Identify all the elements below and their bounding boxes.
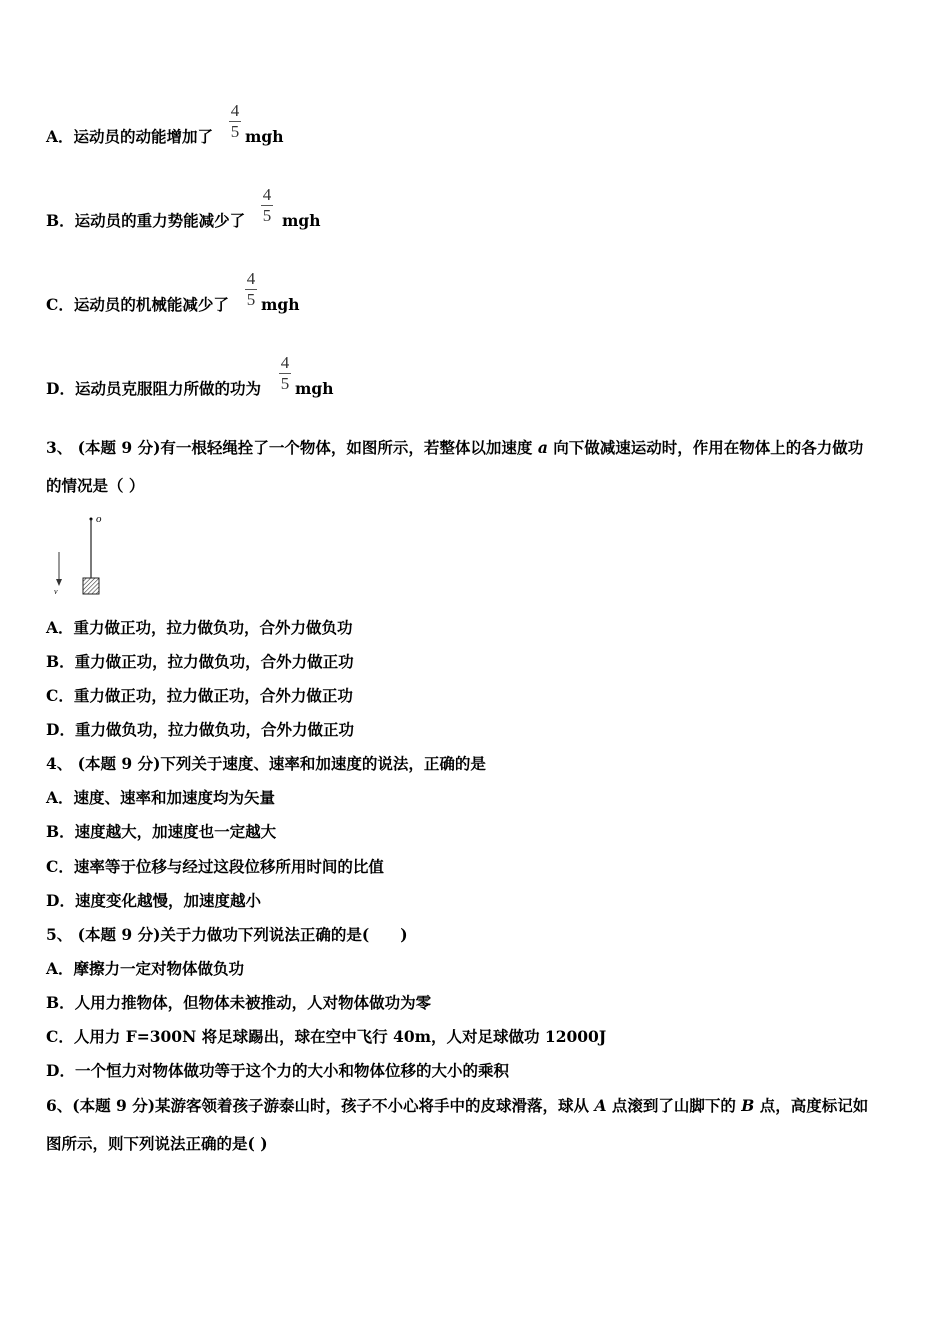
denominator: 5 — [246, 290, 256, 309]
question-stem-line2: 图所示，则下列说法正确的是( ) — [46, 1134, 268, 1153]
option-letter: D． — [46, 379, 75, 398]
numerator: 4 — [246, 269, 256, 288]
fraction — [260, 185, 274, 226]
question-stem: 5、 (本题 9 分)关于力做功下列说法正确的是( ) — [46, 925, 408, 944]
point-b-label: B — [741, 1096, 755, 1115]
question-stem: 4、 (本题 9 分)下列关于速度、速率和加速度的说法，正确的是 — [46, 754, 486, 773]
option-b: B．人用力推物体，但物体未被推动，人对物体做功为零 — [46, 993, 432, 1012]
point-a-label: A — [594, 1096, 607, 1115]
question-stem: 3、 (本题 9 分)有一根轻绳拴了一个物体，如图所示，若整体以加速度 a 向下做减速运动时，作用在物体上的各力做功 — [46, 438, 864, 457]
option-c: C．速率等于位移与经过这段位移所用时间的比值 — [46, 857, 384, 876]
question-stem-line2: 的情况是（ ） — [46, 476, 145, 495]
unit: mgh — [261, 295, 300, 314]
option-a: A．重力做正功，拉力做负功，合外力做负功 — [46, 618, 353, 637]
pivot-label: o — [96, 513, 102, 525]
unit: mgh — [282, 211, 321, 230]
option-text: 运动员的机械能减少了 — [73, 295, 229, 314]
option-letter: C． — [46, 295, 74, 314]
numerator: 4 — [280, 353, 290, 372]
option-d: D．一个恒力对物体做功等于这个力的大小和物体位移的大小的乘积 — [46, 1061, 509, 1080]
rope-block-figure — [50, 508, 120, 600]
denominator: 5 — [280, 374, 290, 393]
numerator: 4 — [230, 101, 240, 120]
fraction — [228, 101, 242, 142]
option-letter: A． — [46, 127, 74, 146]
fraction — [244, 269, 258, 310]
denominator: 5 — [230, 122, 240, 141]
unit: mgh — [245, 127, 284, 146]
velocity-arrowhead — [56, 579, 62, 586]
option-b: B．速度越大，加速度也一定越大 — [46, 822, 277, 841]
numerator: 4 — [262, 185, 272, 204]
block — [83, 578, 99, 594]
variable-a: a — [537, 438, 548, 457]
option-text: 运动员克服阻力所做的功为 — [74, 379, 261, 398]
option-letter: B． — [46, 211, 75, 230]
option-d: D．重力做负功，拉力做负功，合外力做正功 — [46, 720, 354, 739]
option-a: A．摩擦力一定对物体做负功 — [46, 959, 245, 978]
option-b: B．重力做正功，拉力做负功，合外力做正功 — [46, 652, 354, 671]
option-text: 运动员的重力势能减少了 — [74, 211, 246, 230]
option-d: D．速度变化越慢，加速度越小 — [46, 891, 261, 910]
option-text: 运动员的动能增加了 — [73, 127, 214, 146]
option-c: C．重力做正功，拉力做正功，合外力做正功 — [46, 686, 353, 705]
fraction — [278, 353, 292, 394]
velocity-label: v — [54, 587, 58, 596]
question-stem: 6、(本题 9 分)某游客领着孩子游泰山时，孩子不小心将手中的皮球滑落，球从 A 点滚到了山脚下的 B 点，高度标记如 — [46, 1096, 869, 1115]
unit: mgh — [295, 379, 334, 398]
option-a: A．速度、速率和加速度均为矢量 — [46, 788, 276, 807]
denominator: 5 — [262, 206, 272, 225]
option-c: C．人用力 F=300N 将足球踢出，球在空中飞行 40m，人对足球做功 12000J — [46, 1027, 607, 1046]
